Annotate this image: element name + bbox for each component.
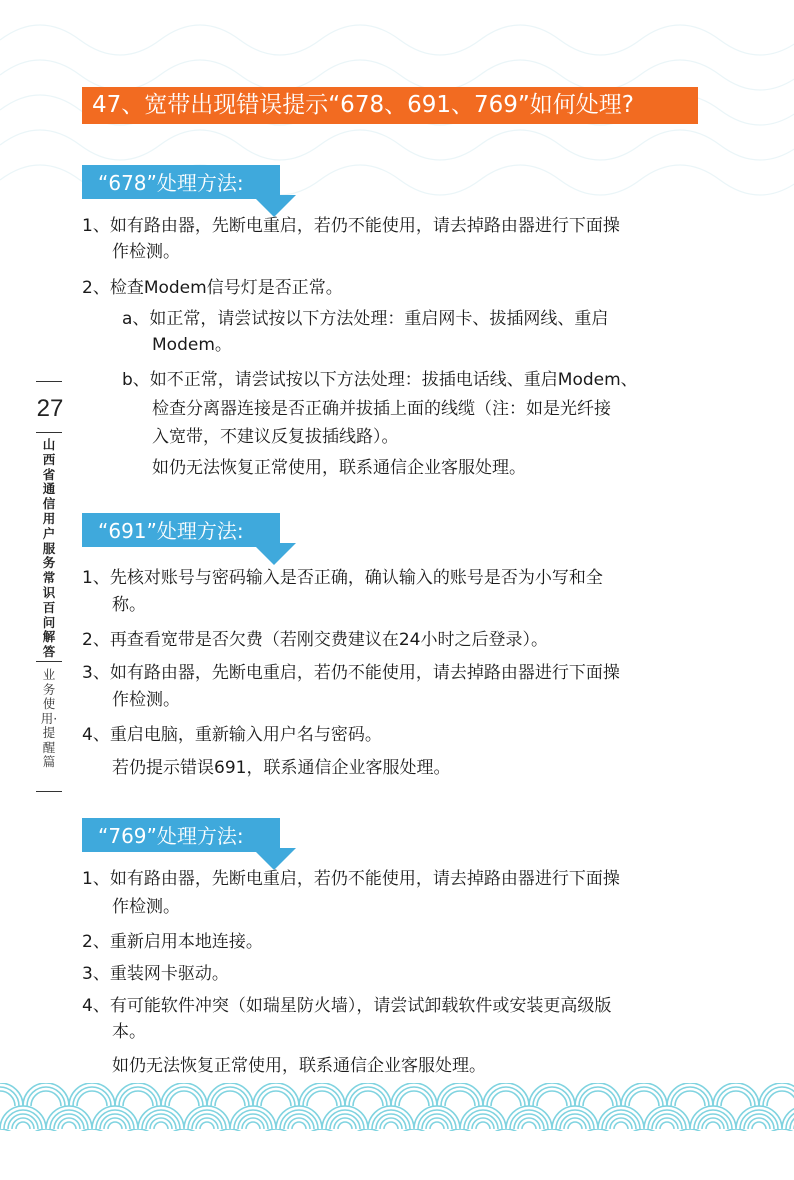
side-section-title: 业务使用·提醒篇 (40, 667, 58, 769)
section-banner-691 (82, 513, 296, 571)
text-line: 作检测。 (112, 897, 180, 917)
text-line: a、如正常，请尝试按以下方法处理：重启网卡、拔插网线、重启 (122, 309, 609, 329)
text-line: 2、检查Modem信号灯是否正常。 (82, 278, 343, 298)
text-line: 作检测。 (112, 690, 180, 710)
text-line: 称。 (112, 595, 146, 615)
text-line: 2、重新启用本地连接。 (82, 932, 263, 952)
section-label-769: “769”处理方法: (98, 824, 244, 848)
text-line: b、如不正常，请尝试按以下方法处理：拔插电话线、重启Modem、 (122, 370, 638, 390)
side-rule (36, 661, 62, 662)
text-line: 1、如有路由器，先断电重启，若仍不能使用，请去掉路由器进行下面操 (82, 869, 620, 889)
text-line: 2、再查看宽带是否欠费（若刚交费建议在24小时之后登录）。 (82, 630, 548, 650)
text-line: 入宽带，不建议反复拔插线路）。 (152, 427, 399, 447)
text-line: 检查分离器连接是否正确并拔插上面的线缆（注：如是光纤接 (152, 399, 611, 419)
text-line: 本。 (112, 1022, 146, 1042)
side-book-title: 山西省通信用户服务常识百问解答 (42, 437, 56, 660)
text-line: 如仍无法恢复正常使用，联系通信企业客服处理。 (112, 1056, 486, 1076)
side-rule-top (36, 381, 62, 382)
text-line: 3、如有路由器，先断电重启，若仍不能使用，请去掉路由器进行下面操 (82, 663, 620, 683)
decorative-wave-band (0, 1083, 794, 1131)
side-rule-bottom (36, 791, 62, 792)
section-label-678: “678”处理方法: (98, 171, 244, 195)
text-line: 4、重启电脑，重新输入用户名与密码。 (82, 725, 382, 745)
side-rule (36, 432, 62, 433)
section-label-691: “691”处理方法: (98, 519, 244, 543)
text-line: 若仍提示错误691，联系通信企业客服处理。 (112, 758, 451, 778)
text-line: 作检测。 (112, 242, 180, 262)
text-line: 3、重装网卡驱动。 (82, 964, 229, 984)
text-line: Modem。 (152, 335, 232, 355)
text-line: 如仍无法恢复正常使用，联系通信企业客服处理。 (152, 458, 526, 478)
text-line: 1、先核对账号与密码输入是否正确，确认输入的账号是否为小写和全 (82, 568, 603, 588)
text-line: 4、有可能软件冲突（如瑞星防火墙），请尝试卸载软件或安装更高级版 (82, 996, 612, 1016)
page-number: 27 (36, 395, 64, 422)
question-title: 47、宽带出现错误提示“678、691、769”如何处理? (82, 87, 698, 124)
text-line: 1、如有路由器，先断电重启，若仍不能使用，请去掉路由器进行下面操 (82, 216, 620, 236)
